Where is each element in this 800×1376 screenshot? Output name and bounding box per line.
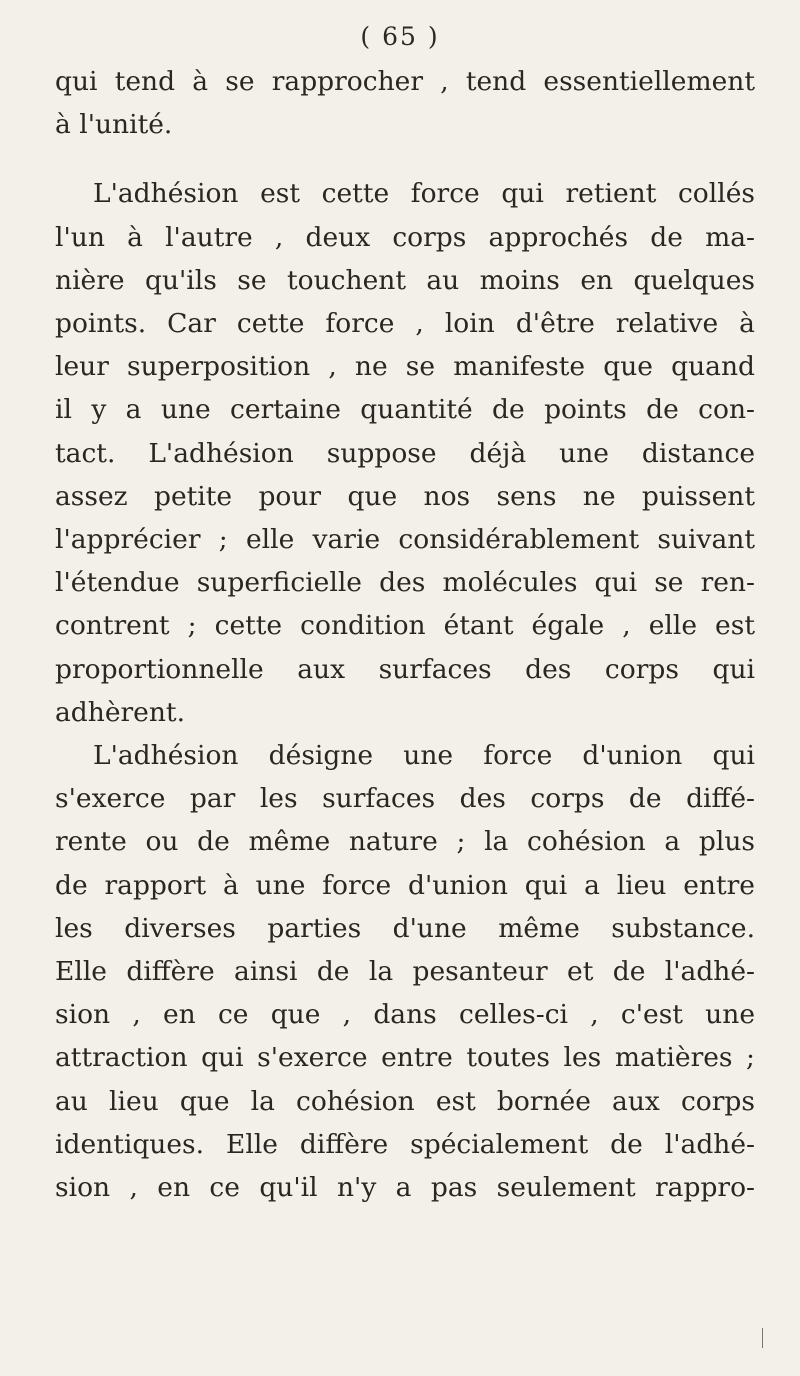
text-line: leur superposition , ne se manifeste que quand (55, 351, 755, 383)
text-line: l'apprécier ; elle varie considérablement suivant (55, 524, 755, 556)
text-line: il y a une certaine quantité de points de con- (55, 394, 755, 426)
text-line: rente ou de même nature ; la cohésion a plus (55, 826, 755, 858)
text-line: points. Car cette force , loin d'être relative à (55, 308, 755, 340)
text-line: sion , en ce que , dans celles-ci , c'est une (55, 999, 755, 1031)
text-line: l'étendue superficielle des molécules qui se ren- (55, 567, 755, 599)
text-line: adhèrent. (55, 696, 186, 728)
text-line: tact. L'adhésion suppose déjà une distance (55, 437, 755, 469)
text-line: à l'unité. (55, 109, 173, 141)
text-line: proportionnelle aux surfaces des corps qui (55, 653, 755, 685)
text-line: Elle diffère ainsi de la pesanteur et de l'adhé- (55, 956, 755, 988)
text-line: les diverses parties d'une même substance. (55, 912, 755, 944)
text-line: L'adhésion désigne une force d'union qui (93, 740, 755, 772)
text-line: au lieu que la cohésion est bornée aux corps (55, 1085, 755, 1117)
text-line: L'adhésion est cette force qui retient collés (93, 178, 755, 210)
text-line: contrent ; cette condition étant égale , elle est (55, 610, 755, 642)
text-line: l'un à l'autre , deux corps approchés de ma- (55, 221, 755, 253)
page-number: ( 65 ) (360, 22, 440, 51)
text-line: qui tend à se rapprocher , tend essentiellement (55, 66, 755, 97)
text-line: sion , en ce qu'il n'y a pas seulement rappro- (55, 1172, 755, 1204)
text-line: identiques. Elle diffère spécialement de l'adhé- (55, 1128, 755, 1160)
paragraph-gap (55, 146, 755, 172)
stray-mark (762, 1328, 763, 1348)
body-text (55, 60, 755, 1209)
text-line: de rapport à une force d'union qui a lieu entre (55, 869, 755, 901)
text-line: nière qu'ils se touchent au moins en quelques (55, 264, 755, 296)
text-line: s'exerce par les surfaces des corps de diffé- (55, 783, 755, 815)
text-line: assez petite pour que nos sens ne puissent (55, 480, 755, 512)
text-line: attraction qui s'exerce entre toutes les matières ; (55, 1042, 755, 1074)
